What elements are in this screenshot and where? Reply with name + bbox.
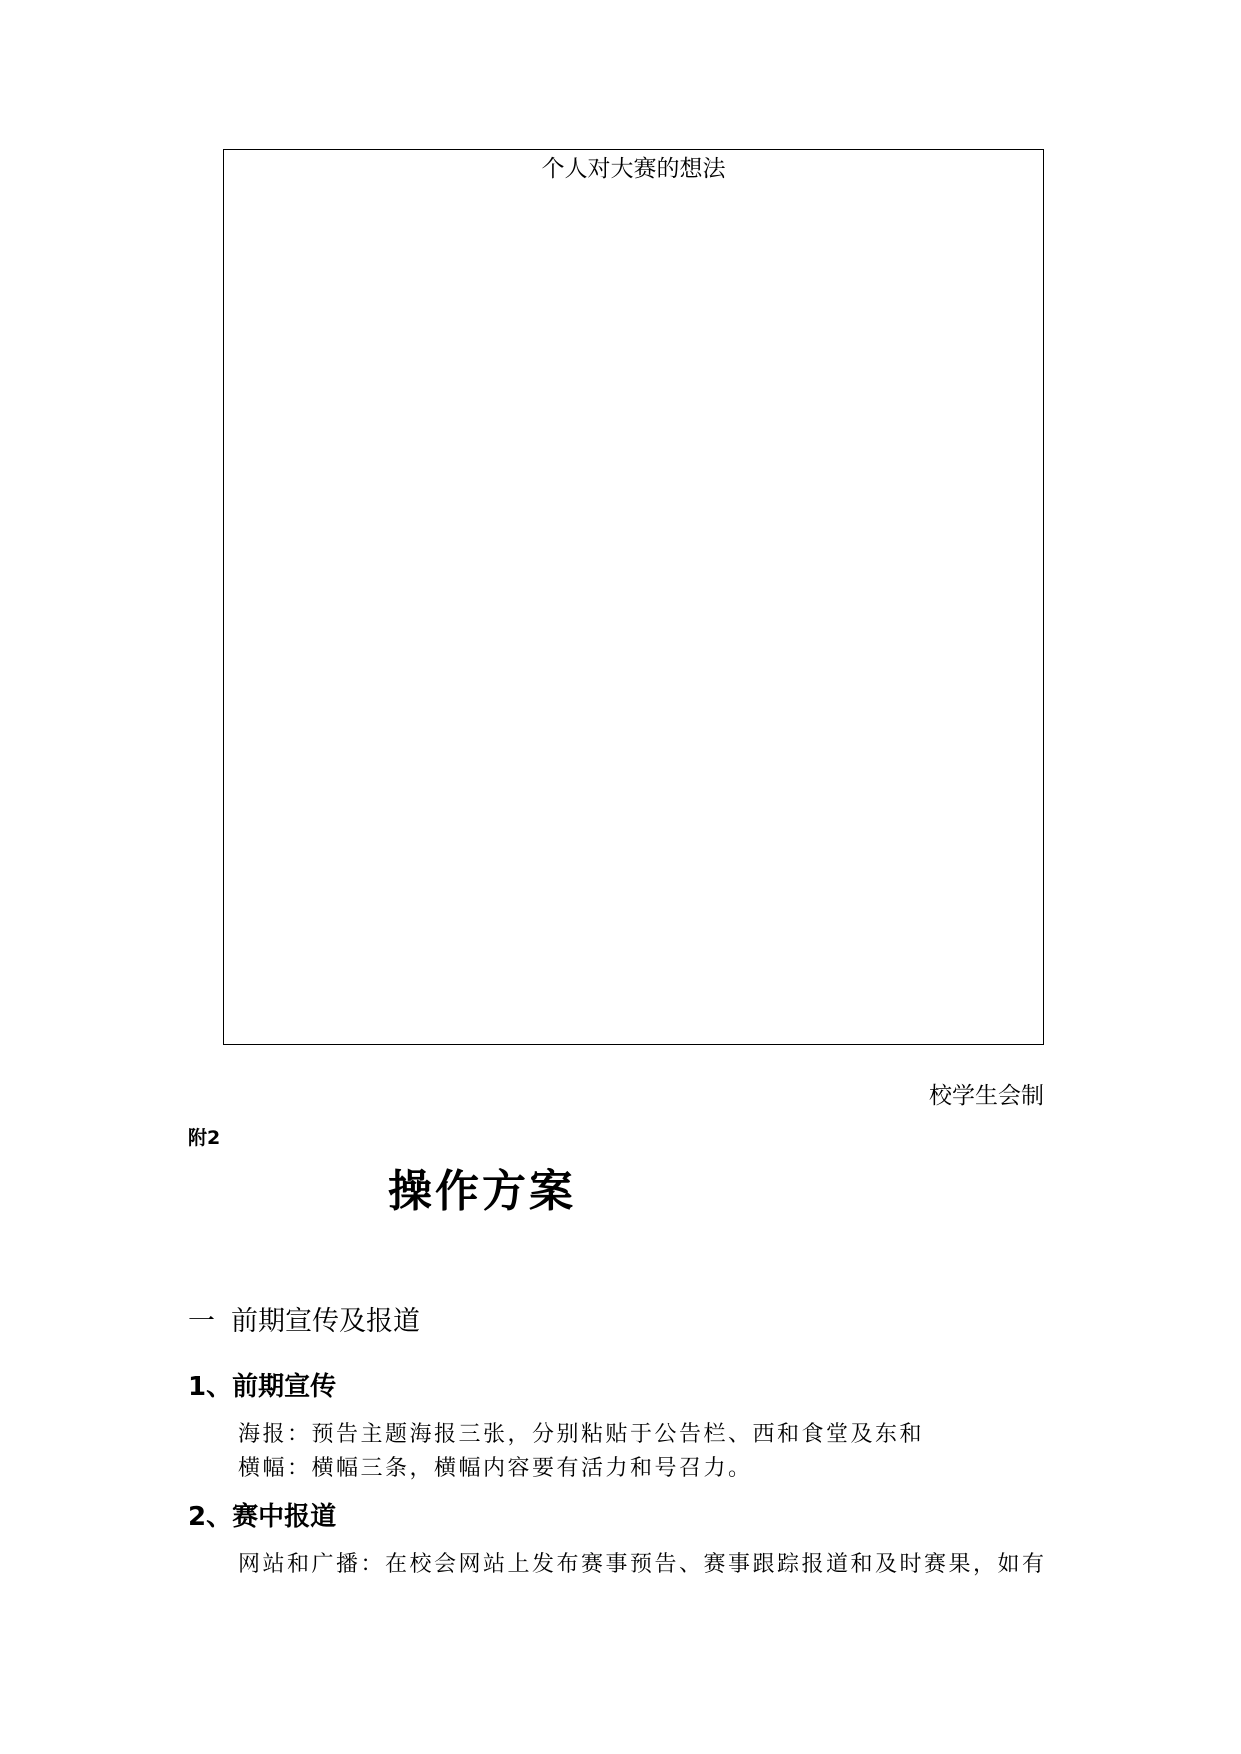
section-title: 前期宣传及报道: [231, 1306, 420, 1337]
subsection-heading-coverage: 2、赛中报道: [188, 1502, 337, 1532]
attachment-label: 附2: [188, 1127, 221, 1149]
section-number: 一: [188, 1306, 215, 1337]
subsection-heading-publicity: 1、前期宣传: [188, 1372, 337, 1402]
issuer-signature: 校学生会制: [929, 1083, 1044, 1109]
document-title: 操作方案: [388, 1166, 576, 1217]
idea-form-box: [223, 149, 1044, 1045]
section-heading: [188, 1304, 420, 1340]
paragraph-banners: 横幅：横幅三条，横幅内容要有活力和号召力。: [238, 1456, 753, 1481]
form-box-title: 个人对大赛的想法: [541, 156, 726, 182]
paragraph-posters: 海报：预告主题海报三张，分别粘贴于公告栏、西和食堂及东和: [238, 1422, 925, 1447]
paragraph-website-broadcast: 网站和广播：在校会网站上发布赛事预告、赛事跟踪报道和及时赛果，如有: [238, 1552, 1047, 1577]
